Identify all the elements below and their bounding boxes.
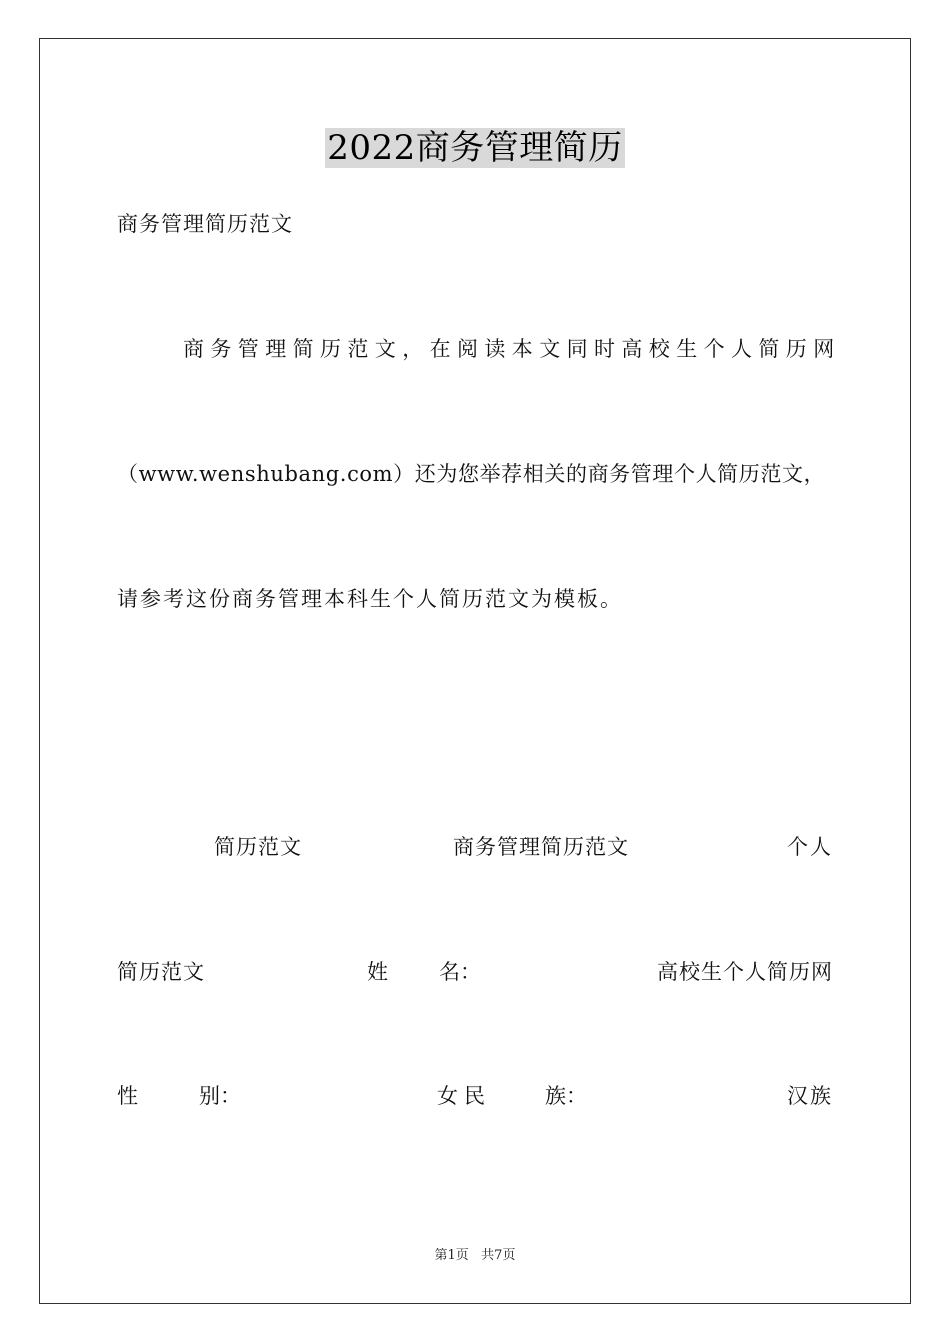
paragraph-line-3: 请参考这份商务管理本科生个人简历范文为模板。 [117,587,623,611]
row1-cell-1: 简历范文 [214,835,302,859]
gender-value-ethnicity-label: 女民 [437,1084,491,1108]
subheading: 商务管理简历范文 [117,212,293,236]
page-footer: 第1页 共7页 [434,1248,516,1263]
title-container [0,128,950,168]
ethnicity-label-part-2: 族： [545,1084,587,1108]
paragraph-line-2: （www.wenshubang.com）还为您举荐相关的商务管理个人简历范文， [117,462,826,486]
row2-cell-1: 简历范文 [117,960,205,984]
resume-row-1 [117,832,833,862]
gender-label-part-2: 别： [199,1084,241,1108]
resume-row-2 [117,957,833,987]
row1-cell-3: 个人 [787,835,833,859]
ethnicity-value: 汉族 [787,1084,833,1108]
row1-cell-2: 商务管理简历范文 [453,835,629,859]
resume-row-3 [117,1081,833,1111]
paragraph-line-1: 商务管理简历范文，在阅读本文同时高校生个人简历网 [183,337,841,361]
name-value: 高校生个人简历网 [657,960,833,984]
gender-label-part-1: 性 [117,1084,138,1108]
name-label-part-2: 名： [439,960,481,984]
document-title: 2022商务管理简历 [327,128,623,168]
name-label-part-1: 姓 [367,960,388,984]
